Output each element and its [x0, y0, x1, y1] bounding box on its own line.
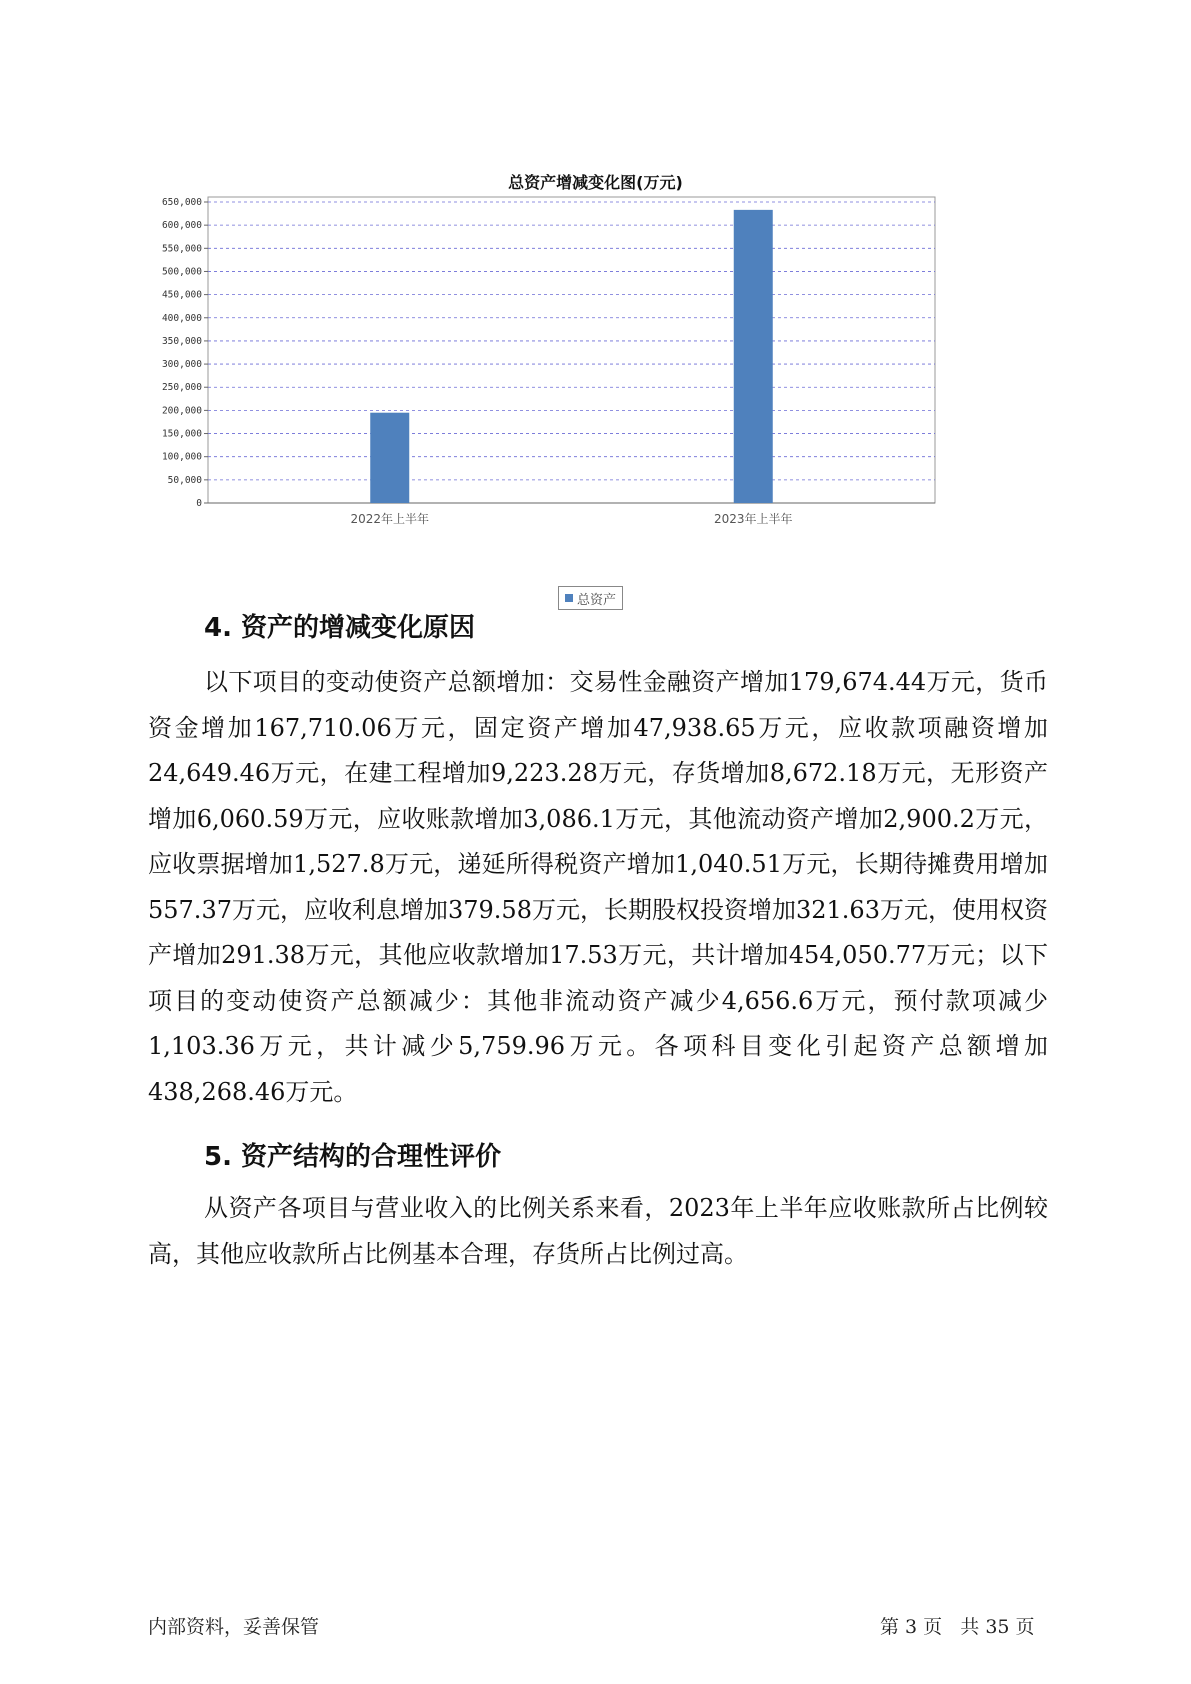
- bar-2: [734, 210, 773, 503]
- x-tick-label: 2022年上半年: [350, 512, 430, 526]
- y-tick-label: 450,000: [161, 289, 202, 301]
- y-tick-label: 100,000: [161, 451, 202, 463]
- y-tick-label: 500,000: [161, 266, 202, 278]
- y-tick-label: 600,000: [161, 220, 202, 232]
- y-tick-label: 200,000: [161, 405, 202, 417]
- chart-legend: [558, 586, 623, 610]
- bar-1: [370, 413, 409, 503]
- y-tick-label: 550,000: [161, 243, 202, 255]
- footer-page-number: 第 3 页 共 35 页: [880, 1616, 1035, 1638]
- footer-confidential-note: 内部资料，妥善保管: [148, 1616, 320, 1638]
- plot-area: [208, 197, 935, 503]
- section-5-paragraph: 从资产各项目与营业收入的比例关系来看，2023年上半年应收账款所占比例较高，其他应收款所占比例基本合理，存货所占比例过高。: [148, 1194, 1048, 1268]
- total-assets-bar-chart: [150, 195, 950, 540]
- section-5-heading: 5. 资产结构的合理性评价: [204, 1142, 502, 1172]
- y-tick-label: 350,000: [161, 335, 202, 347]
- y-tick-label: 0: [196, 498, 202, 509]
- chart-title: 总资产增减变化图(万元): [508, 173, 683, 192]
- x-tick-label: 2023年上半年: [713, 512, 793, 526]
- y-tick-label: 250,000: [161, 382, 202, 394]
- y-tick-label: 150,000: [161, 428, 202, 440]
- legend-swatch: [565, 594, 573, 602]
- section-4-heading: 4. 资产的增减变化原因: [204, 613, 476, 643]
- y-tick-label: 300,000: [161, 359, 202, 371]
- y-tick-label: 50,000: [167, 474, 202, 486]
- section-4-paragraph: 以下项目的变动使资产总额增加：交易性金融资产增加179,674.44万元，货币资金增加167,710.06万元，固定资产增加47,938.65万元，应收款项融资增加24,649.46万元，在建工程增加9,223.28万元，存货增加8,672.18万元，无形资产增加6,060.59万元，应收账款增加3,086.1万元，其他流动资产增加2,900.2万元，应收票据增加1,527.8万元，递延所得税资产增加1,040.51万元，长期待摊费用增加557.37万元，应收利息增加379.58万元，长期股权投资增加321.63万元，使用权资产增加291.38万元，其他应收款增加17.53万元，共计增加454,050.77万元；以下项目的变动使资产总额减少：其他非流动资产减少4,656.6万元，预付款项减少1,103.36万元，共计减少5,759.96万元。各项科目变化引起资产总额增加438,268.46万元。: [148, 668, 1048, 1106]
- y-tick-label: 650,000: [161, 197, 202, 208]
- y-tick-label: 400,000: [161, 312, 202, 324]
- legend-label: 总资产: [577, 592, 617, 608]
